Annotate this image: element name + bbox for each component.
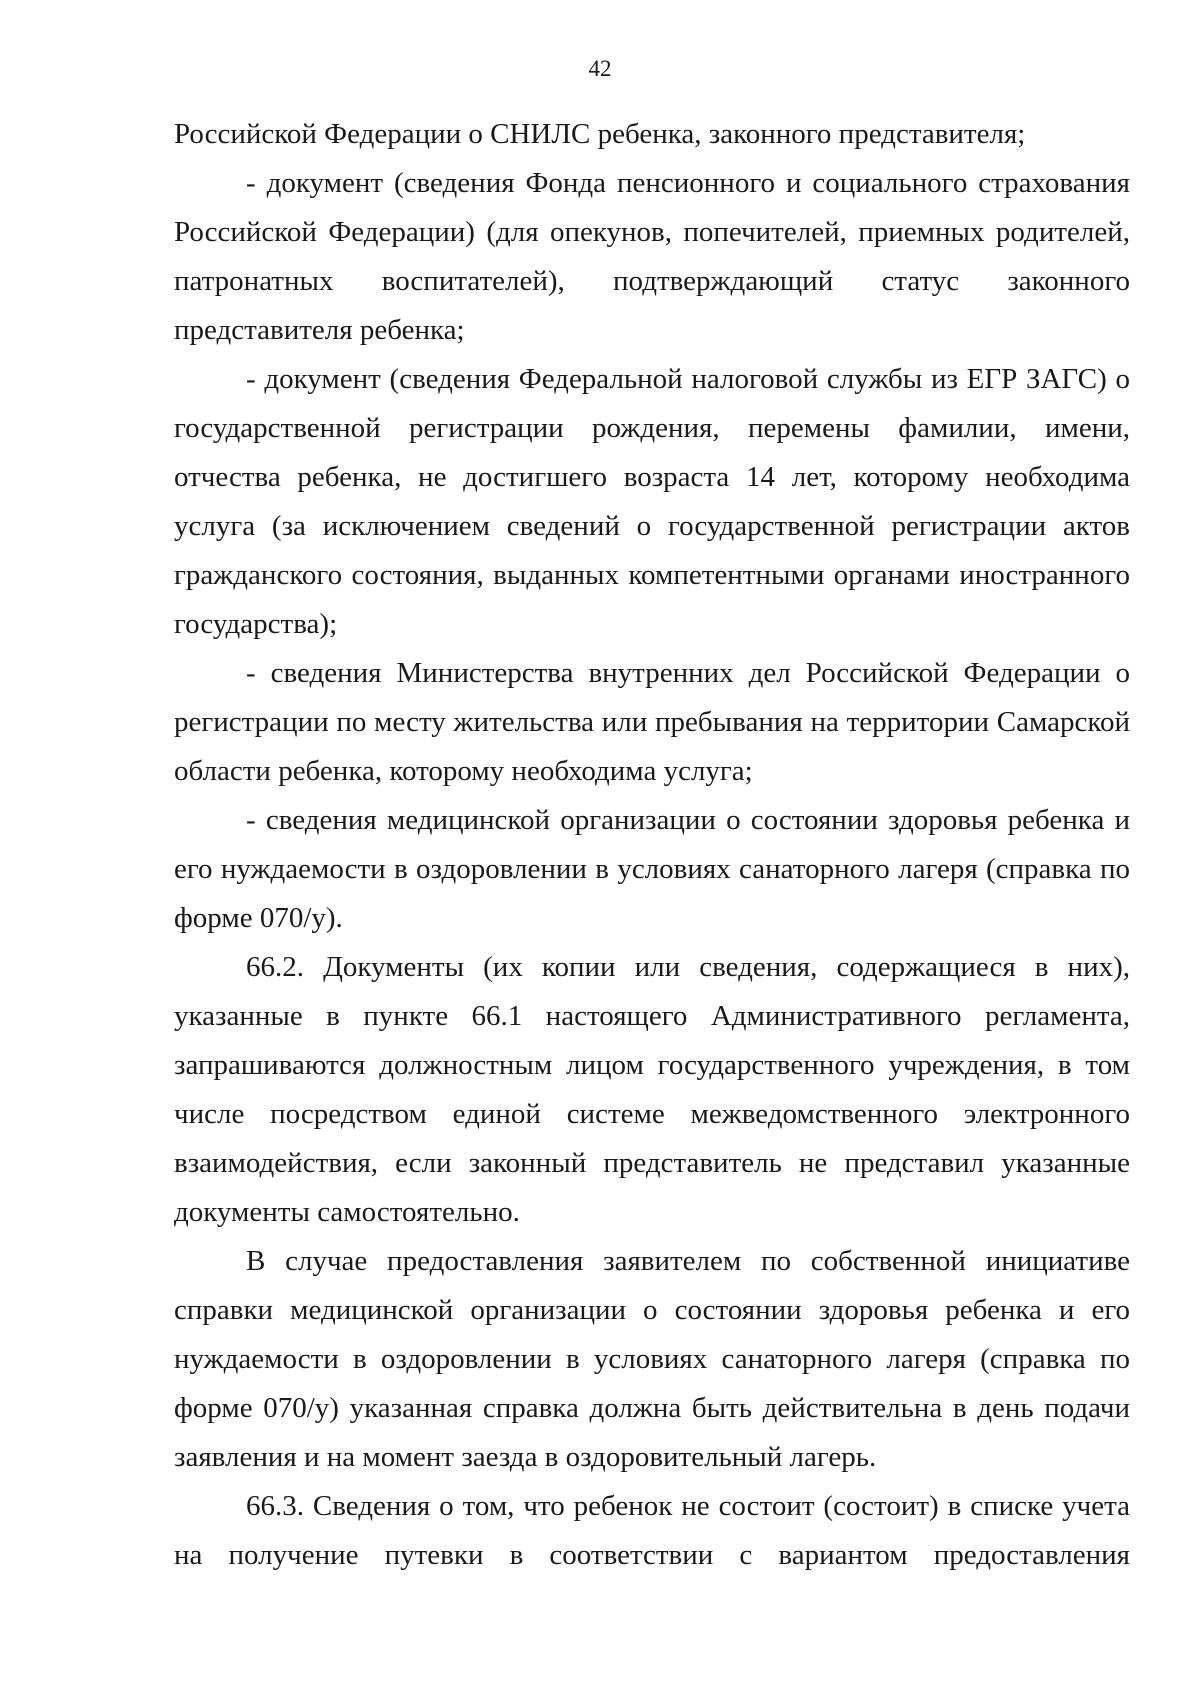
paragraph-guardian-status-document: - документ (сведения Фонда пенсионного и социального страхования Российской Федерации) (для опекунов, попечителей, приемных родителей, патронатных воспитателей), подтверждающий статус законного представителя ребенка; (174, 167, 1130, 346)
document-body (174, 110, 1130, 1580)
page-number: 42 (588, 56, 612, 81)
paragraph-voluntary-certificate: В случае предоставления заявителем по собственной инициативе справки медицинской организации о состоянии здоровья ребенка и его нуждаемости в оздоровлении в условиях санаторного лагеря (справка по форме 070/у) указанная справка должна быть действительна в день подачи заявления и на момент заезда в оздоровительный лагерь. (174, 1245, 1130, 1473)
paragraph-66-2: 66.2. Документы (их копии или сведения, содержащиеся в них), указанные в пункте 66.1 настоящего Административного регламента, запрашиваются должностным лицом государственного учреждения, в том числе посредством единой системе межведомственного электронного взаимодействия, если законный представитель не представил указанные документы самостоятельно. (174, 951, 1130, 1228)
paragraph-66-3: 66.3. Сведения о том, что ребенок не состоит (состоит) в списке учета на получение путевки в соответствии с вариантом предоставления (174, 1490, 1130, 1571)
paragraph-birth-registration-document: - документ (сведения Федеральной налоговой службы из ЕГР ЗАГС) о государственной регистрации рождения, перемены фамилии, имени, отчества ребенка, не достигшего возраста 14 лет, которому необходима услуга (за исключением сведений о государственной регистрации актов гражданского состояния, выданных компетентными органами иностранного государства); (174, 363, 1130, 640)
paragraph-snils-continuation: Российской Федерации о СНИЛС ребенка, законного представителя; (174, 118, 1026, 150)
paragraph-residence-registration: - сведения Министерства внутренних дел Российской Федерации о регистрации по месту жительства или пребывания на территории Самарской области ребенка, которому необходима услуга; (174, 657, 1130, 787)
paragraph-medical-certificate: - сведения медицинской организации о состоянии здоровья ребенка и его нуждаемости в оздоровлении в условиях санаторного лагеря (справка по форме 070/у). (174, 804, 1130, 934)
